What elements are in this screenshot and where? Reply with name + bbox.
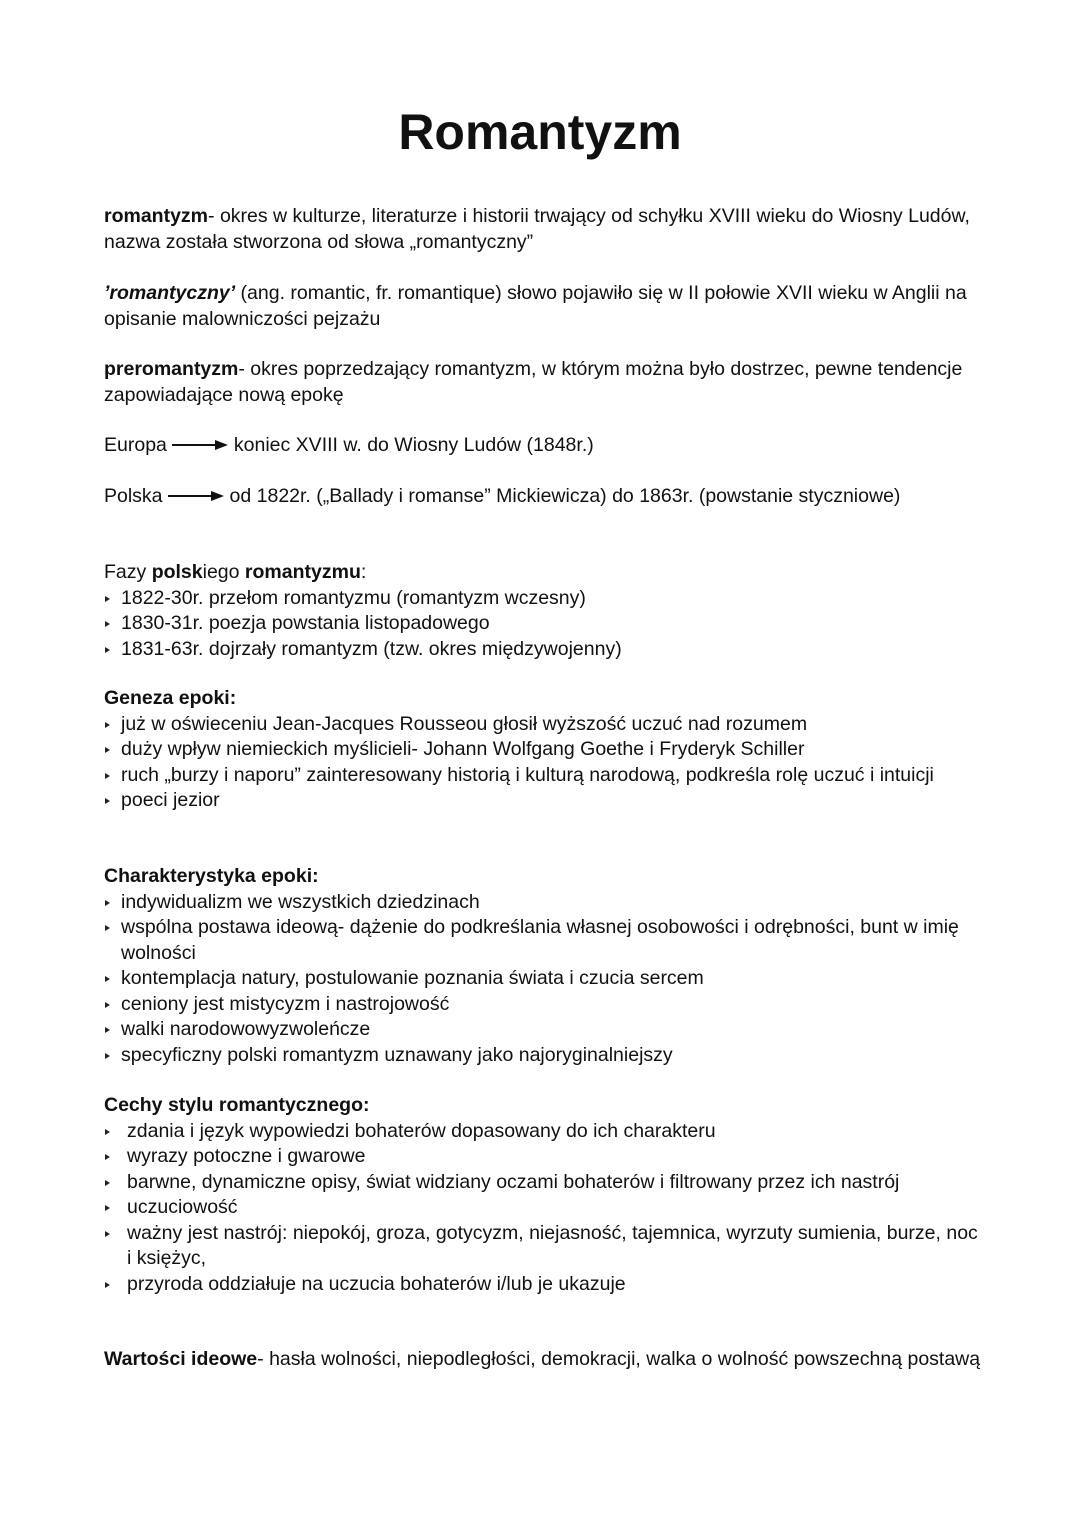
list-item: przyroda oddziałuje na uczucia bohaterów i/lub je ukazuje bbox=[104, 1272, 984, 1298]
term-romantyczny: ’romantyczny’ bbox=[104, 282, 236, 304]
bullet-arrow-icon bbox=[105, 647, 110, 653]
list-item: duży wpływ niemieckich myślicieli- Johann Wolfgang Goethe i Fryderyk Schiller bbox=[104, 737, 984, 763]
list-item: specyficzny polski romantyzm uznawany jako najoryginalniejszy bbox=[104, 1043, 984, 1069]
bullet-arrow-icon bbox=[105, 1129, 110, 1135]
section-heading-cechy: Cechy stylu romantycznego: bbox=[104, 1094, 370, 1116]
bullet-arrow-icon bbox=[105, 621, 110, 627]
bullet-arrow-icon bbox=[105, 1205, 110, 1211]
bullet-arrow-icon bbox=[105, 773, 110, 779]
charakterystyka-list bbox=[104, 890, 984, 1069]
bullet-arrow-icon bbox=[105, 798, 110, 804]
list-item: ważny jest nastrój: niepokój, groza, gotycyzm, niejasność, tajemnica, wyrzuty sumienia, burze, noc i księżyc, bbox=[104, 1221, 984, 1272]
list-item: ruch „burzy i naporu” zainteresowany historią i kulturą narodową, podkreśla rolę uczuć i intuicji bbox=[104, 763, 984, 789]
term-wartosci-ideowe: Wartości ideowe bbox=[104, 1348, 258, 1370]
list-item: ceniony jest mistycyzm i nastrojowość bbox=[104, 992, 984, 1018]
definition-preromantyzm bbox=[104, 357, 984, 408]
term-romantyzm: romantyzm bbox=[104, 205, 209, 227]
list-item: już w oświeceniu Jean-Jacques Rousseou głosił wyższość uczuć nad rozumem bbox=[104, 712, 984, 738]
definition-preromantyzm-text: - okres poprzedzający romantyzm, w którym można było dostrzec, pewne tendencje zapowiadające nową epokę bbox=[104, 358, 963, 406]
bullet-arrow-icon bbox=[105, 900, 110, 906]
list-item: 1830-31r. poezja powstania listopadowego bbox=[104, 611, 984, 637]
geneza-list bbox=[104, 712, 984, 814]
list-item: 1822-30r. przełom romantyzmu (romantyzm wczesny) bbox=[104, 586, 984, 612]
list-item: zdania i język wypowiedzi bohaterów dopasowany do ich charakteru bbox=[104, 1119, 984, 1145]
section-heading-geneza: Geneza epoki: bbox=[104, 687, 237, 709]
bullet-arrow-icon bbox=[105, 1231, 110, 1237]
cechy-list bbox=[104, 1119, 984, 1298]
bullet-arrow-icon bbox=[105, 1027, 110, 1033]
definition-romantyzm bbox=[104, 204, 984, 255]
section-heading-fazy: Fazy polskiego romantyzmu: bbox=[104, 561, 367, 583]
list-item: kontemplacja natury, postulowanie poznania świata i czucia sercem bbox=[104, 966, 984, 992]
timeline-polska-label: Polska bbox=[104, 485, 163, 507]
definition-romantyczny bbox=[104, 281, 984, 332]
bullet-arrow-icon bbox=[105, 1180, 110, 1186]
bullet-arrow-icon bbox=[105, 1282, 110, 1288]
arrow-right-icon bbox=[167, 489, 225, 503]
timeline-polska bbox=[104, 484, 984, 510]
list-item: 1831-63r. dojrzały romantyzm (tzw. okres międzywojenny) bbox=[104, 637, 984, 663]
definition-romantyczny-text: (ang. romantic, fr. romantique) słowo pojawiło się w II połowie XVII wieku w Anglii na opisanie malowniczości pejzażu bbox=[104, 282, 967, 330]
bullet-arrow-icon bbox=[105, 596, 110, 602]
page-title: Romantyzm bbox=[398, 104, 682, 160]
bullet-arrow-icon bbox=[105, 1053, 110, 1059]
bullet-arrow-icon bbox=[105, 976, 110, 982]
section-cechy bbox=[104, 1093, 984, 1297]
list-item: uczuciowość bbox=[104, 1195, 984, 1221]
list-item: wyrazy potoczne i gwarowe bbox=[104, 1144, 984, 1170]
timeline-europa bbox=[104, 433, 984, 459]
bullet-arrow-icon bbox=[105, 925, 110, 931]
list-item: poeci jezior bbox=[104, 788, 984, 814]
definition-wartosci-ideowe-text: - hasła wolności, niepodległości, demokracji, walka o wolność powszechną postawą bbox=[257, 1348, 981, 1370]
definition-wartosci-ideowe bbox=[104, 1347, 984, 1373]
section-charakterystyka bbox=[104, 864, 984, 1068]
section-geneza bbox=[104, 686, 984, 814]
bullet-arrow-icon bbox=[105, 722, 110, 728]
term-preromantyzm: preromantyzm bbox=[104, 358, 239, 380]
timeline-europa-text: koniec XVIII w. do Wiosny Ludów (1848r.) bbox=[233, 434, 594, 456]
timeline-europa-label: Europa bbox=[104, 434, 167, 456]
bullet-arrow-icon bbox=[105, 1154, 110, 1160]
section-heading-charakterystyka: Charakterystyka epoki: bbox=[104, 865, 319, 887]
section-fazy bbox=[104, 560, 984, 662]
list-item: walki narodowowyzwoleńcze bbox=[104, 1017, 984, 1043]
bullet-arrow-icon bbox=[105, 747, 110, 753]
list-item: barwne, dynamiczne opisy, świat widziany oczami bohaterów i filtrowany przez ich nastrój bbox=[104, 1170, 984, 1196]
arrow-right-icon bbox=[171, 438, 229, 452]
fazy-list bbox=[104, 586, 984, 663]
list-item: wspólna postawa ideową- dążenie do podkreślania własnej osobowości i odrębności, bunt w imię wolności bbox=[104, 915, 984, 966]
definition-romantyzm-text: - okres w kulturze, literaturze i historii trwający od schyłku XVIII wieku do Wiosny Ludów, nazwa została stworzona od słowa „romantyczny” bbox=[104, 205, 970, 253]
timeline-polska-text: od 1822r. („Ballady i romanse” Mickiewicza) do 1863r. (powstanie styczniowe) bbox=[229, 485, 901, 507]
bullet-arrow-icon bbox=[105, 1002, 110, 1008]
list-item: indywidualizm we wszystkich dziedzinach bbox=[104, 890, 984, 916]
